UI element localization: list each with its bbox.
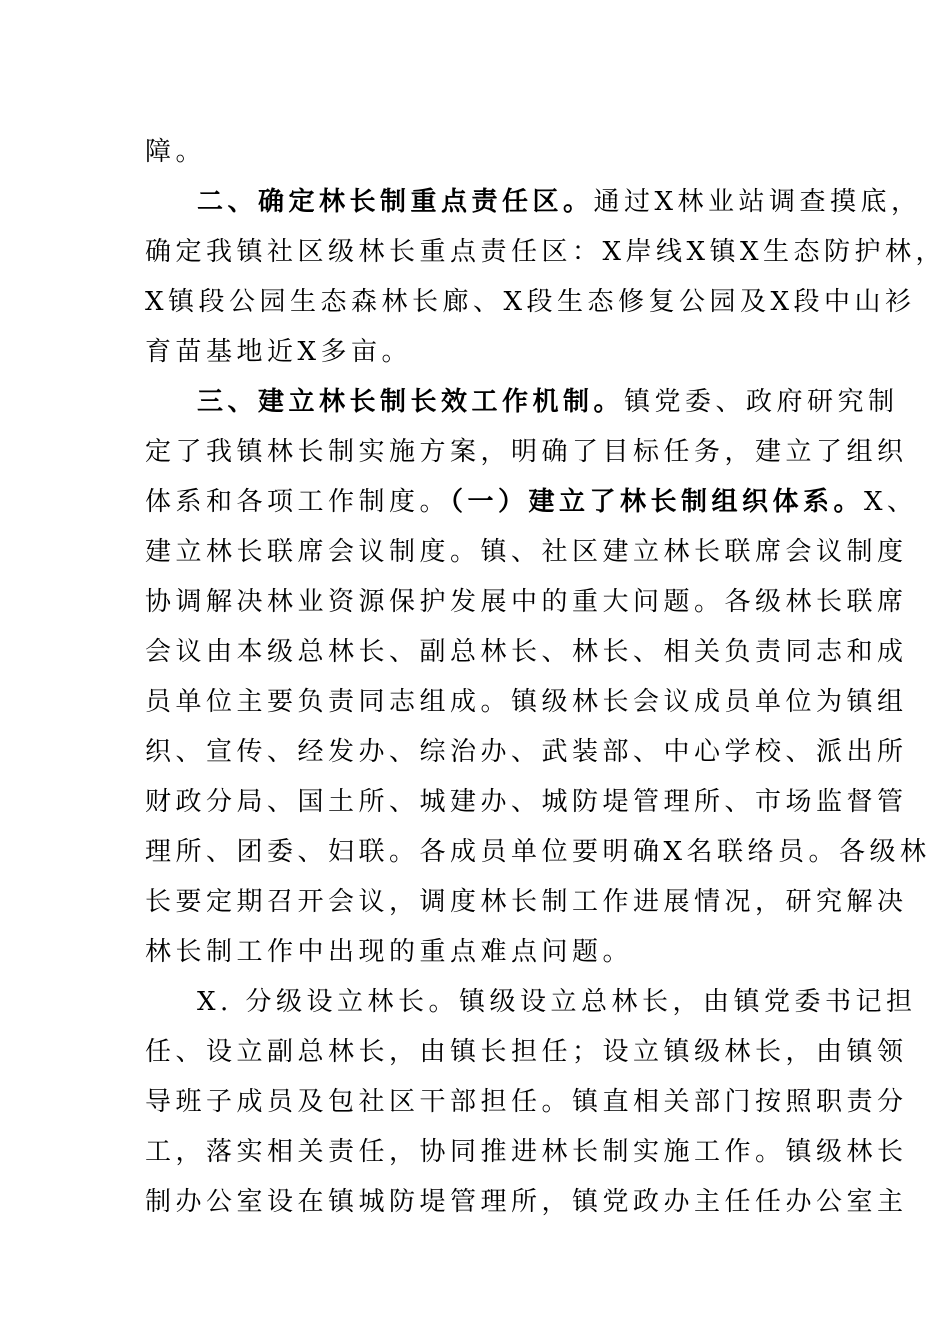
line-text: 通过X林业站调查摸底， [593, 187, 922, 217]
line-text: 长要定期召开会议，调度林长制工作进展情况，研究解决 [145, 887, 908, 917]
paragraph-line [145, 677, 908, 727]
paragraph-line [145, 827, 931, 877]
paragraph-line [145, 927, 820, 977]
paragraph-line [145, 277, 916, 327]
line-text: 体系和各项工作制度。 [145, 487, 451, 517]
paragraph-line [145, 1127, 908, 1177]
paragraph-line [145, 527, 908, 577]
paragraph-line [145, 427, 908, 477]
line-text: 育苗基地近X多亩。 [145, 337, 413, 367]
line-text: 织、宣传、经发办、综治办、武装部、中心学校、派出所 [145, 737, 908, 767]
paragraph-line [145, 127, 820, 177]
paragraph-line [145, 327, 820, 377]
line-text: 会议由本级总林长、副总林长、林长、相关负责同志和成 [145, 637, 908, 667]
paragraph-line [145, 1027, 908, 1077]
paragraph-line [145, 477, 918, 527]
paragraph-line [145, 727, 908, 777]
line-text: 导班子成员及包社区干部担任。镇直相关部门按照职责分 [145, 1087, 908, 1117]
paragraph-line [145, 1077, 908, 1127]
section-heading: 三、建立林长制长效工作机制。 [197, 387, 625, 417]
subsection-heading: （一）建立了林长制组织体系。 [450, 487, 865, 517]
paragraph-line [145, 577, 908, 627]
line-text: 员单位主要负责同志组成。镇级林长会议成员单位为镇组 [145, 687, 908, 717]
line-text: 林长制工作中出现的重点难点问题。 [145, 937, 634, 967]
line-text: X镇段公园生态森林长廊、X段生态修复公园及X段中山衫 [145, 287, 916, 317]
paragraph-line [145, 1177, 908, 1227]
line-text: 理所、团委、妇联。各成员单位要明确X名联络员。各级林 [145, 837, 931, 867]
paragraph-line [145, 877, 908, 927]
line-text: 建立林长联席会议制度。镇、社区建立林长联席会议制度 [145, 537, 908, 567]
section-heading-line [197, 177, 922, 227]
section-heading: 二、确定林长制重点责任区。 [197, 187, 594, 217]
paragraph-line [197, 977, 917, 1027]
line-text: 协调解决林业资源保护发展中的重大问题。各级林长联席 [145, 587, 908, 617]
line-text: 制办公室设在镇城防堤管理所，镇党政办主任任办公室主 [145, 1187, 908, 1217]
line-text: 工，落实相关责任，协同推进林长制实施工作。镇级林长 [145, 1137, 908, 1167]
line-text: 财政分局、国土所、城建办、城防堤管理所、市场监督管 [145, 787, 908, 817]
line-text: 定了我镇林长制实施方案，明确了目标任务，建立了组织 [145, 437, 908, 467]
line-text: 任、设立副总林长，由镇长担任；设立镇级林长，由镇领 [145, 1037, 908, 1067]
paragraph-line [145, 227, 947, 277]
section-heading-line [197, 377, 899, 427]
line-text: 确定我镇社区级林长重点责任区：X岸线X镇X生态防护林， [145, 237, 947, 267]
line-text: 镇党委、政府研究制 [624, 387, 899, 417]
paragraph-line [145, 777, 908, 827]
paragraph-line [145, 627, 908, 677]
line-text: 障。 [145, 137, 207, 167]
line-text: X、 [864, 487, 918, 517]
line-text: X. 分级设立林长。镇级设立总林长，由镇党委书记担 [197, 987, 917, 1017]
